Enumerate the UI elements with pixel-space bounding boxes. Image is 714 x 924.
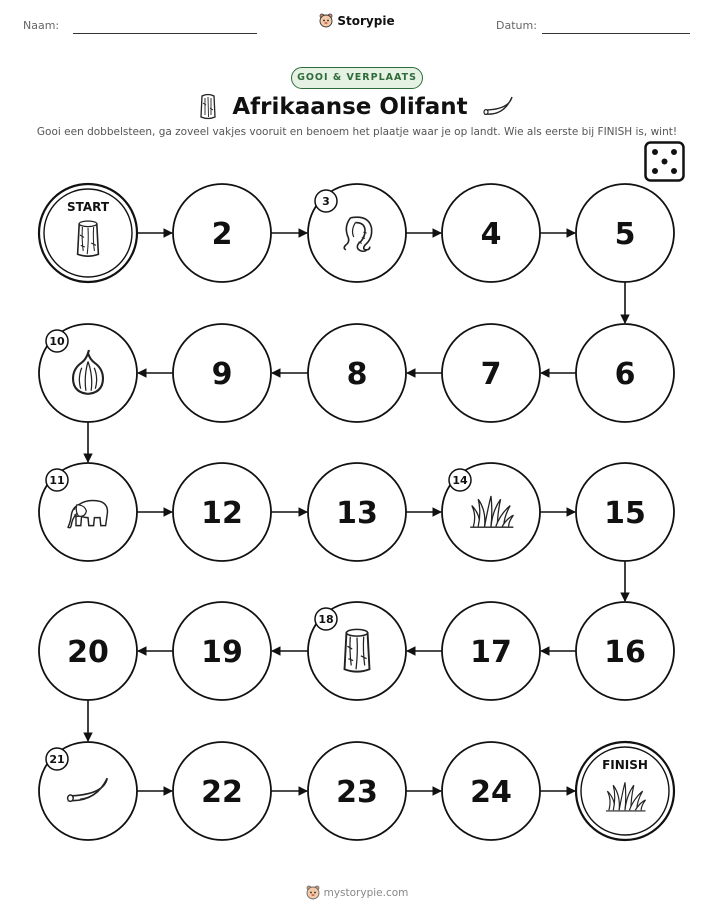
activity-badge: GOOI & VERPLAATS (291, 67, 423, 89)
board-cell-4[interactable] (442, 184, 540, 282)
footer-url: mystorypie.com (323, 887, 409, 899)
cell-number: 21 (49, 753, 65, 766)
board-cell-23[interactable] (308, 742, 406, 840)
cell-number: 7 (480, 357, 502, 392)
board-cell-9[interactable] (173, 324, 271, 422)
cell-number: 13 (336, 496, 378, 531)
cell-number: 12 (201, 496, 243, 531)
cell-number: 23 (336, 775, 378, 810)
board-cell-7[interactable] (442, 324, 540, 422)
board-cell-6[interactable] (576, 324, 674, 422)
board-cell-21[interactable] (39, 742, 137, 840)
board-cell-20[interactable] (39, 602, 137, 700)
board-cell-11[interactable] (39, 463, 137, 561)
board-cell-25[interactable] (576, 742, 674, 840)
board-cell-13[interactable] (308, 463, 406, 561)
cell-number: 8 (346, 357, 368, 392)
board-cell-8[interactable] (308, 324, 406, 422)
cell-number: 2 (211, 217, 233, 252)
board-cell-17[interactable] (442, 602, 540, 700)
board-cell-18[interactable] (308, 602, 406, 700)
date-label: Datum: (496, 19, 537, 32)
cell-label: START (66, 200, 110, 214)
storypie-mascot-icon (306, 885, 320, 901)
cell-number: 24 (470, 775, 512, 810)
cell-number: 22 (201, 775, 243, 810)
cell-number: 6 (614, 357, 636, 392)
name-label: Naam: (23, 19, 60, 32)
board-cell-14[interactable] (442, 463, 540, 561)
board-cell-24[interactable] (442, 742, 540, 840)
cell-number: 5 (614, 217, 636, 252)
board-cell-15[interactable] (576, 463, 674, 561)
brand-name: Storypie (337, 14, 395, 28)
cell-number: 14 (452, 474, 468, 487)
board-cell-10[interactable] (39, 324, 137, 422)
board-cell-1[interactable] (39, 184, 137, 282)
cell-number: 20 (67, 635, 109, 670)
tree-bark-icon (78, 221, 99, 256)
cell-number: 3 (322, 195, 330, 208)
cell-number: 15 (604, 496, 646, 531)
board-cell-16[interactable] (576, 602, 674, 700)
board-cell-12[interactable] (173, 463, 271, 561)
cell-number: 11 (49, 474, 65, 487)
cell-number: 18 (318, 613, 334, 626)
cell-number: 9 (211, 357, 233, 392)
cell-number: 19 (201, 635, 243, 670)
cell-number: 4 (480, 217, 502, 252)
tree-bark-icon (345, 629, 370, 671)
board-cell-19[interactable] (173, 602, 271, 700)
cell-number: 10 (49, 335, 65, 348)
footer (0, 885, 714, 905)
instruction-text: Gooi een dobbelsteen, ga zoveel vakjes vooruit en benoem het plaatje waar je op landt. Wie als eerste bij FINISH is, wint! (36, 126, 678, 138)
board-cell-5[interactable] (576, 184, 674, 282)
board-cell-3[interactable] (308, 184, 406, 282)
board-cell-22[interactable] (173, 742, 271, 840)
cell-number: 16 (604, 635, 646, 670)
board-cell-2[interactable] (173, 184, 271, 282)
cell-label: FINISH (602, 758, 648, 772)
page-title: Afrikaanse Olifant (232, 94, 468, 120)
cell-number: 17 (470, 635, 512, 670)
